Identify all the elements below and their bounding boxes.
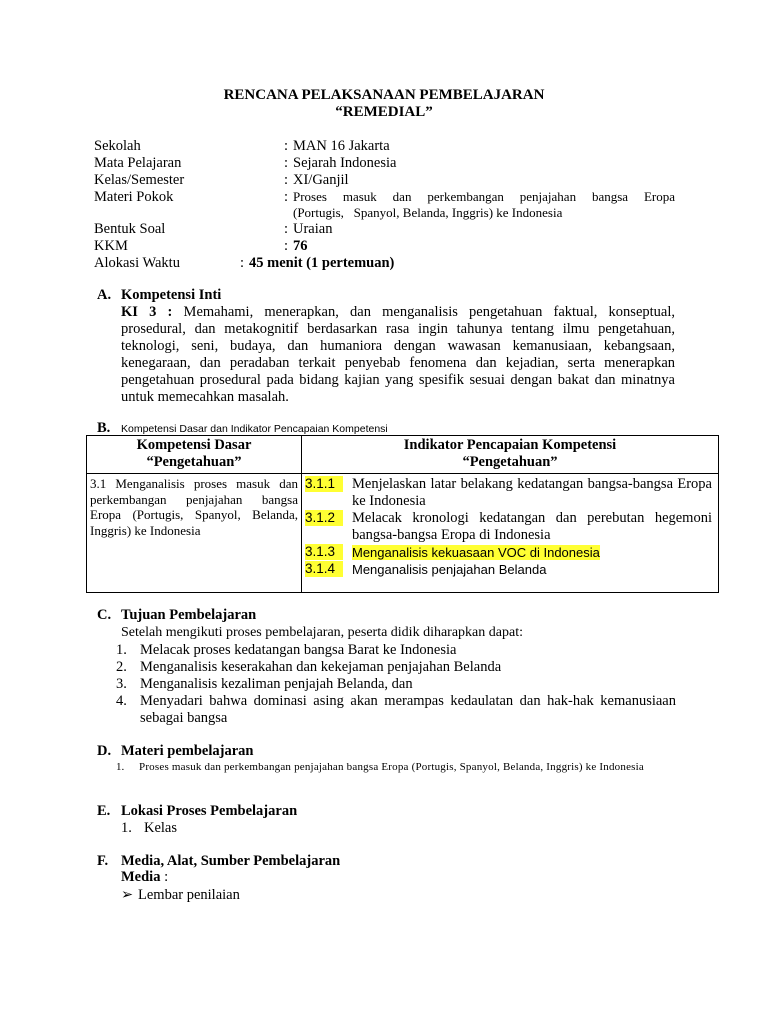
section-c-letter: C. <box>97 607 112 623</box>
identity-label-bentuk: Bentuk Soal <box>94 221 166 237</box>
identity-value-sekolah: MAN 16 Jakarta <box>293 138 390 154</box>
indicator-number: 3.1.4 <box>305 561 343 577</box>
identity-label-materi: Materi Pokok <box>94 189 174 205</box>
table-cell-kd <box>87 474 302 593</box>
lokasi-text: Kelas <box>144 820 178 836</box>
section-a-ki-paragraph <box>121 304 675 406</box>
identity-colon: : <box>284 172 289 188</box>
table-header-ipk-sub: “Pengetahuan” <box>462 454 558 470</box>
media-item: Lembar penilaian <box>138 887 240 903</box>
ki-text: Memahami, menerapkan, dan menganalisis pengetahuan faktual, konseptual, prosedural, dan metakognitif berdasarkan rasa ingin tahunya tentang ilmu pengetahuan, teknologi, seni, budaya, dan humaniora dengan wawasan kemanusiaan, kebangsaan, kenegaraan, dan peradaban terkait penyebab fenomena dan kejadian, serta menerapkan pengetahuan prosedural pada bidang kajian yang spesifik sesuai dengan bakat dan minatnya untuk memecahkan masalah. <box>121 304 675 405</box>
identity-value-alokasi: 45 menit (1 pertemuan) <box>249 255 395 271</box>
indicator-number: 3.1.3 <box>305 544 343 560</box>
identity-label-sekolah: Sekolah <box>94 138 141 154</box>
materi-text: Proses masuk dan perkembangan penjajahan bangsa Eropa (Portugis, Spanyol, Belanda, Inggris) ke Indonesia <box>139 761 644 773</box>
section-f-heading: Media, Alat, Sumber Pembelajaran <box>121 853 341 869</box>
indicator-text: Melacak kronologi kedatangan dan perebutan hegemoni bangsa-bangsa Eropa di Indonesia <box>352 510 712 543</box>
identity-label-kelas: Kelas/Semester <box>94 172 185 188</box>
table-header-kd-title: Kompetensi Dasar <box>136 437 252 453</box>
section-b-letter: B. <box>97 420 111 436</box>
section-d-heading: Materi pembelajaran <box>121 743 254 759</box>
identity-label-alokasi: Alokasi Waktu <box>94 255 180 271</box>
identity-value-mapel: Sejarah Indonesia <box>293 155 397 171</box>
identity-value-materi: Proses masuk dan perkembangan penjajahan bangsa Eropa <box>293 189 675 204</box>
section-c-intro: Setelah mengikuti proses pembelajaran, peserta didik diharapkan dapat: <box>121 625 523 640</box>
identity-colon: : <box>240 255 245 271</box>
indicator-text: Menjelaskan latar belakang kedatangan bangsa-bangsa Eropa ke Indonesia <box>352 476 712 509</box>
list-item: 3. Menganalisis kezaliman penjajah Belanda, dan <box>116 676 413 692</box>
list-item: 4. Menyadari bahwa dominasi asing akan merampas kedaulatan dan hak-hak kemanusiaan sebagai bangsa <box>116 693 676 726</box>
identity-label-mapel: Mata Pelajaran <box>94 155 182 171</box>
table-header-kd <box>87 436 302 474</box>
list-item: 1. Melacak proses kedatangan bangsa Barat ke Indonesia <box>116 642 457 658</box>
identity-value-bentuk: Uraian <box>293 221 333 237</box>
identity-colon: : <box>284 238 289 254</box>
media-bullet-icon: ➢ <box>121 887 134 903</box>
section-e-heading: Lokasi Proses Pembelajaran <box>121 803 298 819</box>
indicator-number: 3.1.2 <box>305 510 343 526</box>
list-item: 2. Menganalisis keserakahan dan kekejaman penjajahan Belanda <box>116 659 502 675</box>
table-header-kd-sub: “Pengetahuan” <box>146 454 242 470</box>
objectives-list <box>116 642 676 727</box>
section-a-letter: A. <box>97 287 112 303</box>
table-cell-indicators <box>302 474 719 593</box>
materi-number: 1. <box>116 761 125 773</box>
section-a-heading: Kompetensi Inti <box>121 287 222 303</box>
competency-table <box>86 435 719 593</box>
identity-colon: : <box>284 189 289 205</box>
materi-list-item <box>116 761 676 774</box>
identity-label-kkm: KKM <box>94 238 128 254</box>
identity-colon: : <box>284 155 289 171</box>
section-c-heading: Tujuan Pembelajaran <box>121 607 257 623</box>
indicator-row <box>302 561 718 578</box>
identity-colon: : <box>284 221 289 237</box>
media-line <box>121 869 168 886</box>
document-title: RENCANA PELAKSANAAN PEMBELAJARAN <box>223 87 545 103</box>
indicator-text: Menganalisis penjajahan Belanda <box>352 562 547 577</box>
section-f-letter: F. <box>97 853 109 869</box>
indicator-text: Menganalisis kekuasaan VOC di Indonesia <box>352 545 600 560</box>
lokasi-number: 1. <box>121 820 132 836</box>
document-subtitle: “REMEDIAL” <box>335 104 433 120</box>
media-colon: : <box>164 869 169 885</box>
ki-label: KI 3 : <box>121 304 173 320</box>
table-header-ipk <box>302 436 719 474</box>
identity-value-kkm: 76 <box>293 238 308 254</box>
identity-value-materi-line2: (Portugis, Spanyol, Belanda, Inggris) ke Indonesia <box>293 205 563 220</box>
indicator-row <box>302 476 718 510</box>
indicator-row <box>302 510 718 544</box>
identity-value-kelas: XI/Ganjil <box>293 172 349 188</box>
kd-text: 3.1 Menganalisis proses masuk dan perkembangan penjajahan bangsa Eropa (Portugis, Spanyol, Belanda, Inggris) ke Indonesia <box>90 476 298 538</box>
identity-colon: : <box>284 138 289 154</box>
indicator-number: 3.1.1 <box>305 476 343 492</box>
section-b-heading: Kompetensi Dasar dan Indikator Pencapaian Kompetensi <box>121 423 388 435</box>
media-label: Media <box>121 869 161 885</box>
section-d-letter: D. <box>97 743 112 759</box>
table-header-ipk-title: Indikator Pencapaian Kompetensi <box>403 437 617 453</box>
section-e-letter: E. <box>97 803 111 819</box>
indicator-row <box>302 544 718 561</box>
